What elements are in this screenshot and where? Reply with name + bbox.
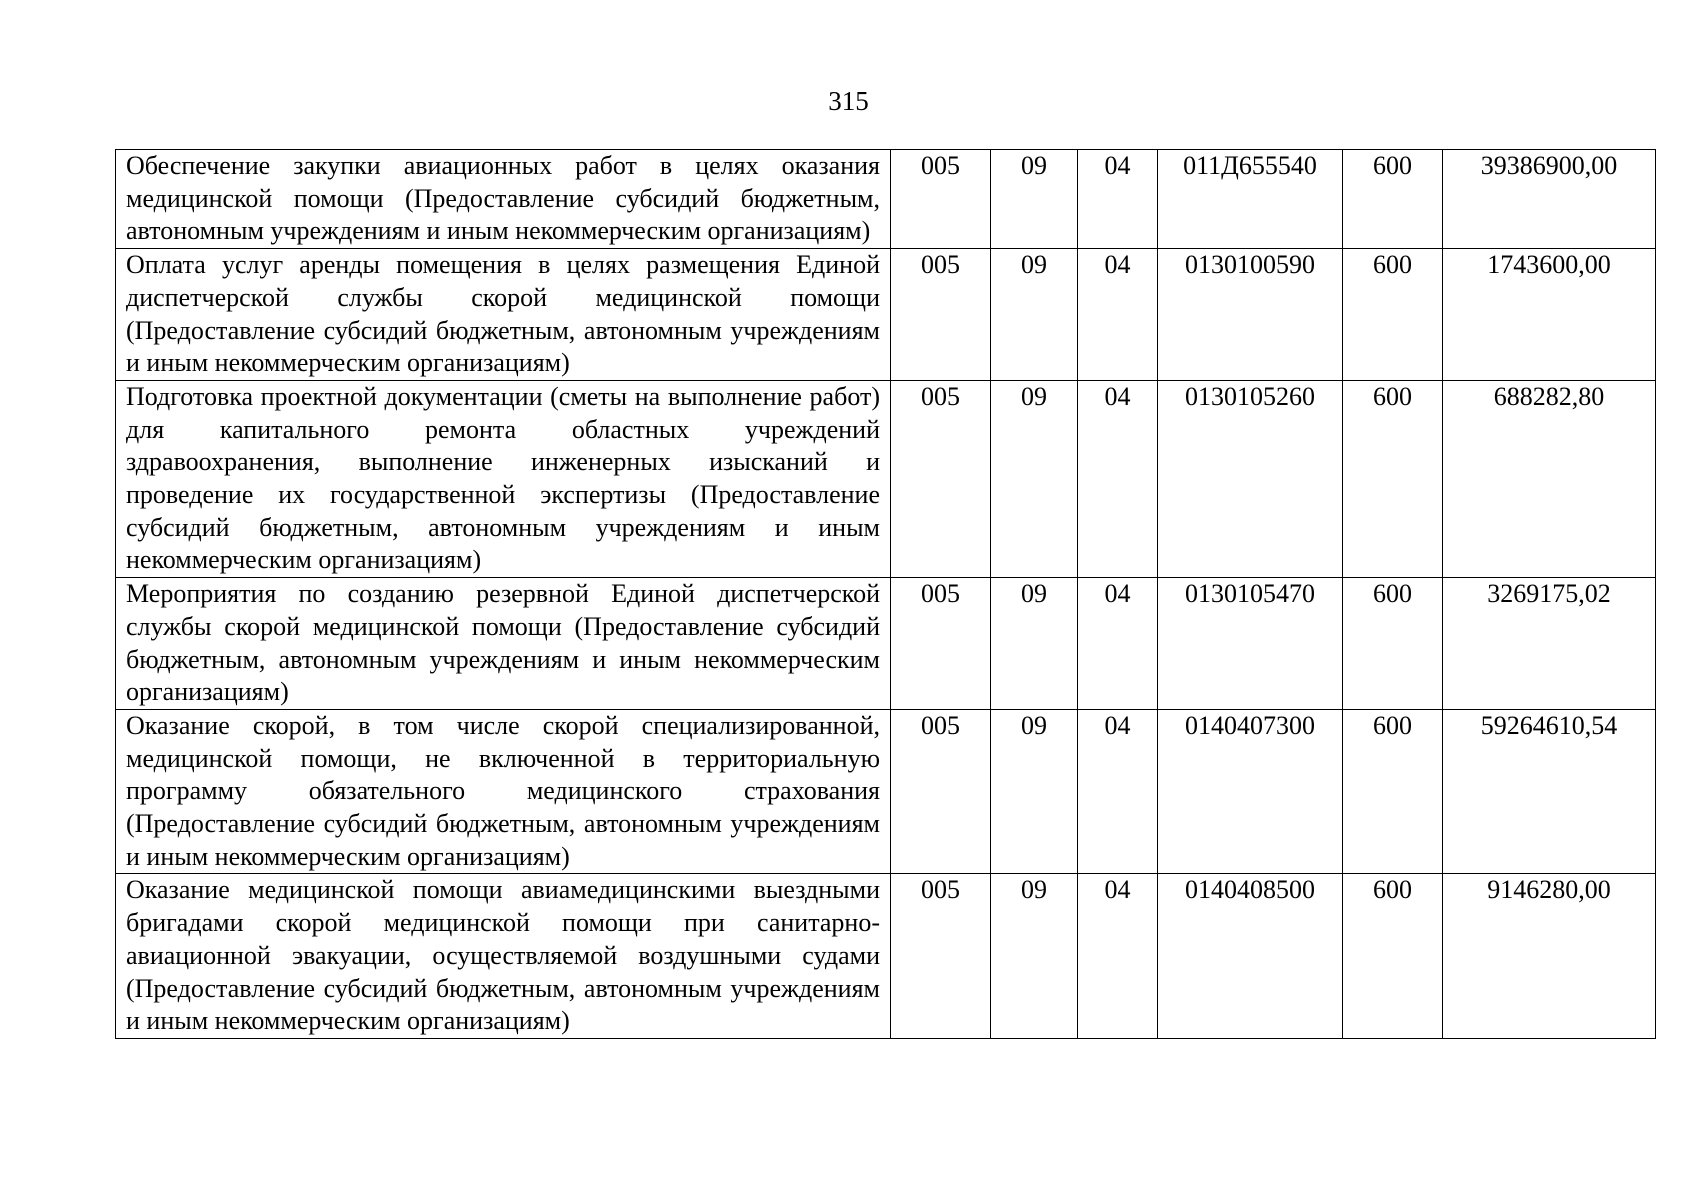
table-row xyxy=(116,380,1656,577)
row-description: Оплата услуг аренды помещения в целях размещения Единой диспетчерской службы скорой медицинской помощи (Предоставление субсидий бюджетным, автономным учреждениям и иным некоммерческим организациям) xyxy=(116,249,891,381)
row-description: Оказание скорой, в том числе скорой специализированной, медицинской помощи, не включенной в территориальную программу обязательного медицинского страхования (Предоставление субсидий бюджетным, автономным учреждениям и иным некоммерческим организациям) xyxy=(116,709,891,874)
row-amount: 59264610,54 xyxy=(1443,709,1656,874)
row-grbs-code: 005 xyxy=(891,874,991,1039)
row-grbs-code: 005 xyxy=(891,578,991,710)
row-section-code: 09 xyxy=(991,150,1078,249)
row-grbs-code: 005 xyxy=(891,380,991,577)
row-grbs-code: 005 xyxy=(891,150,991,249)
table-row xyxy=(116,709,1656,874)
row-section-code: 09 xyxy=(991,874,1078,1039)
row-target-article: 0140408500 xyxy=(1158,874,1343,1039)
row-expense-type: 600 xyxy=(1343,150,1443,249)
table-row xyxy=(116,150,1656,249)
row-description: Оказание медицинской помощи авиамедицинскими выездными бригадами скорой медицинской помощи при санитарно-авиационной эвакуации, осуществляемой воздушными судами (Предоставление субсидий бюджетным, автономным учреждениям и иным некоммерческим организациям) xyxy=(116,874,891,1039)
table-row xyxy=(116,874,1656,1039)
row-target-article: 0130100590 xyxy=(1158,249,1343,381)
row-amount: 3269175,02 xyxy=(1443,578,1656,710)
row-expense-type: 600 xyxy=(1343,380,1443,577)
row-subsection-code: 04 xyxy=(1078,578,1158,710)
row-description: Обеспечение закупки авиационных работ в целях оказания медицинской помощи (Предоставление субсидий бюджетным, автономным учреждениям и иным некоммерческим организациям) xyxy=(116,150,891,249)
row-target-article: 011Д655540 xyxy=(1158,150,1343,249)
row-subsection-code: 04 xyxy=(1078,874,1158,1039)
row-subsection-code: 04 xyxy=(1078,150,1158,249)
page-number: 315 xyxy=(828,86,869,116)
row-amount: 39386900,00 xyxy=(1443,150,1656,249)
row-description: Мероприятия по созданию резервной Единой диспетчерской службы скорой медицинской помощи (Предоставление субсидий бюджетным, автономным учреждениям и иным некоммерческим организациям) xyxy=(116,578,891,710)
row-amount: 9146280,00 xyxy=(1443,874,1656,1039)
row-section-code: 09 xyxy=(991,249,1078,381)
row-target-article: 0140407300 xyxy=(1158,709,1343,874)
row-section-code: 09 xyxy=(991,578,1078,710)
row-grbs-code: 005 xyxy=(891,709,991,874)
row-expense-type: 600 xyxy=(1343,578,1443,710)
row-subsection-code: 04 xyxy=(1078,249,1158,381)
row-expense-type: 600 xyxy=(1343,874,1443,1039)
table-row xyxy=(116,578,1656,710)
row-section-code: 09 xyxy=(991,380,1078,577)
row-grbs-code: 005 xyxy=(891,249,991,381)
row-subsection-code: 04 xyxy=(1078,709,1158,874)
row-description: Подготовка проектной документации (сметы на выполнение работ) для капитального ремонта областных учреждений здравоохранения, выполнение инженерных изысканий и проведение их государственной экспертизы (Предоставление субсидий бюджетным, автономным учреждениям и иным некоммерческим организациям) xyxy=(116,380,891,577)
row-expense-type: 600 xyxy=(1343,709,1443,874)
row-section-code: 09 xyxy=(991,709,1078,874)
row-amount: 1743600,00 xyxy=(1443,249,1656,381)
row-target-article: 0130105260 xyxy=(1158,380,1343,577)
row-subsection-code: 04 xyxy=(1078,380,1158,577)
row-expense-type: 600 xyxy=(1343,249,1443,381)
budget-table xyxy=(115,149,1656,1039)
table-row xyxy=(116,249,1656,381)
row-amount: 688282,80 xyxy=(1443,380,1656,577)
row-target-article: 0130105470 xyxy=(1158,578,1343,710)
